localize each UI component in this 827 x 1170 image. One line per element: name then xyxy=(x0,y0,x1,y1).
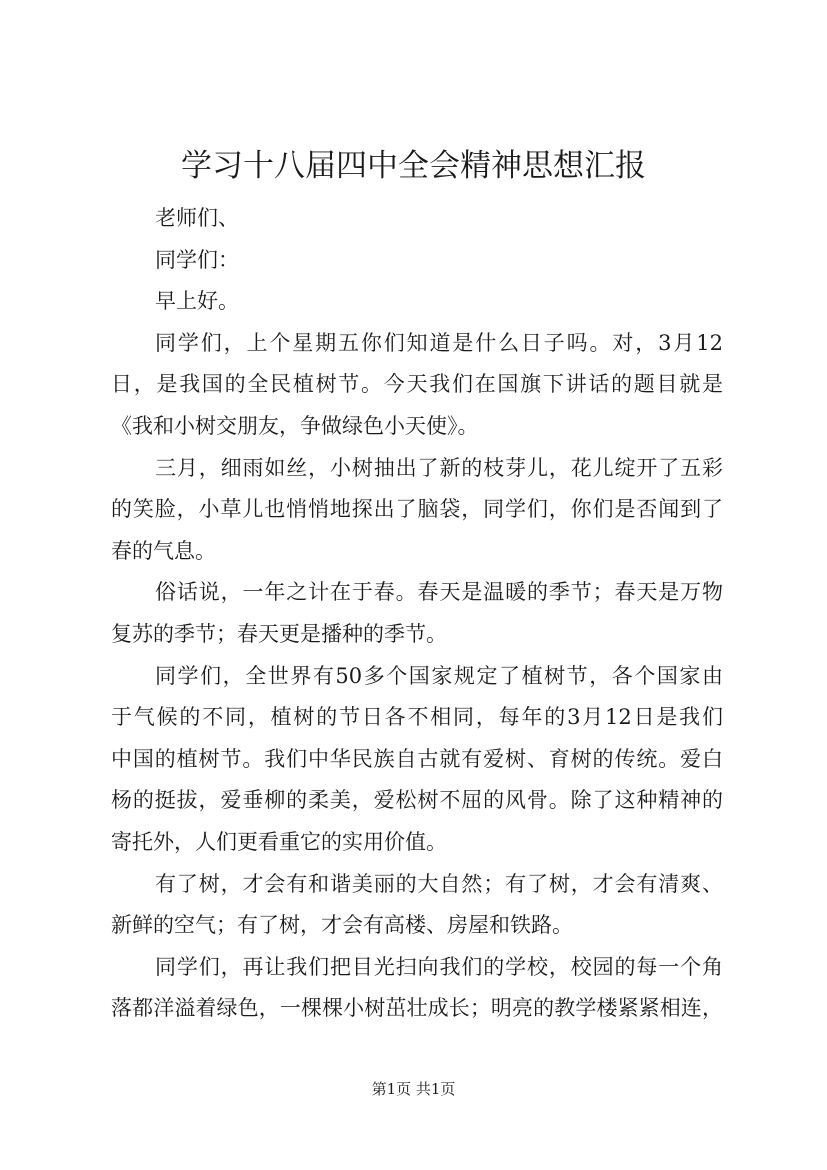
body-line: 同学们，全世界有50多个国家规定了植树节，各个国家由 xyxy=(155,663,723,688)
body-line: 俗话说，一年之计在于春。春天是温暖的季节；春天是万物 xyxy=(155,580,723,605)
body-line: 日，是我国的全民植树节。今天我们在国旗下讲话的题目就是 xyxy=(111,372,723,397)
document-title: 学习十八届四中全会精神思想汇报 xyxy=(181,148,646,184)
body-line: 复苏的季节；春天更是播种的季节。 xyxy=(111,621,447,646)
document-body xyxy=(111,198,723,1030)
body-line: 同学们，上个星期五你们知道是什么日子吗。对，3月12 xyxy=(155,330,723,355)
body-line: 春的气息。 xyxy=(111,538,216,563)
body-line: 同学们，再让我们把目光扫向我们的学校，校园的每一个角 xyxy=(155,954,723,979)
body-line: 的笑脸，小草儿也悄悄地探出了脑袋，同学们，你们是否闻到了 xyxy=(111,497,723,522)
body-line: 《我和小树交朋友，争做绿色小天使》。 xyxy=(111,413,479,438)
page-footer: 第1页 共1页 xyxy=(371,1080,456,1098)
body-line: 老师们、 xyxy=(155,206,239,230)
body-line: 落都洋溢着绿色，一棵棵小树茁壮成长；明亮的教学楼紧紧相连， xyxy=(111,996,723,1021)
body-line: 寄托外，人们更看重它的实用价值。 xyxy=(111,829,447,854)
body-line: 新鲜的空气；有了树，才会有高楼、房屋和铁路。 xyxy=(111,913,573,938)
body-line: 杨的挺拔，爱垂柳的柔美，爱松树不屈的风骨。除了这种精神的 xyxy=(111,788,723,813)
body-line: 有了树，才会有和谐美丽的大自然；有了树，才会有清爽、 xyxy=(155,871,723,896)
body-line: 早上好。 xyxy=(155,289,239,314)
body-line: 中国的植树节。我们中华民族自古就有爱树、育树的传统。爱白 xyxy=(111,746,723,771)
body-line: 三月，细雨如丝，小树抽出了新的枝芽儿，花儿绽开了五彩 xyxy=(155,455,723,480)
body-line: 同学们： xyxy=(155,247,239,272)
body-line: 于气候的不同，植树的节日各不相同，每年的3月12日是我们 xyxy=(111,705,723,730)
